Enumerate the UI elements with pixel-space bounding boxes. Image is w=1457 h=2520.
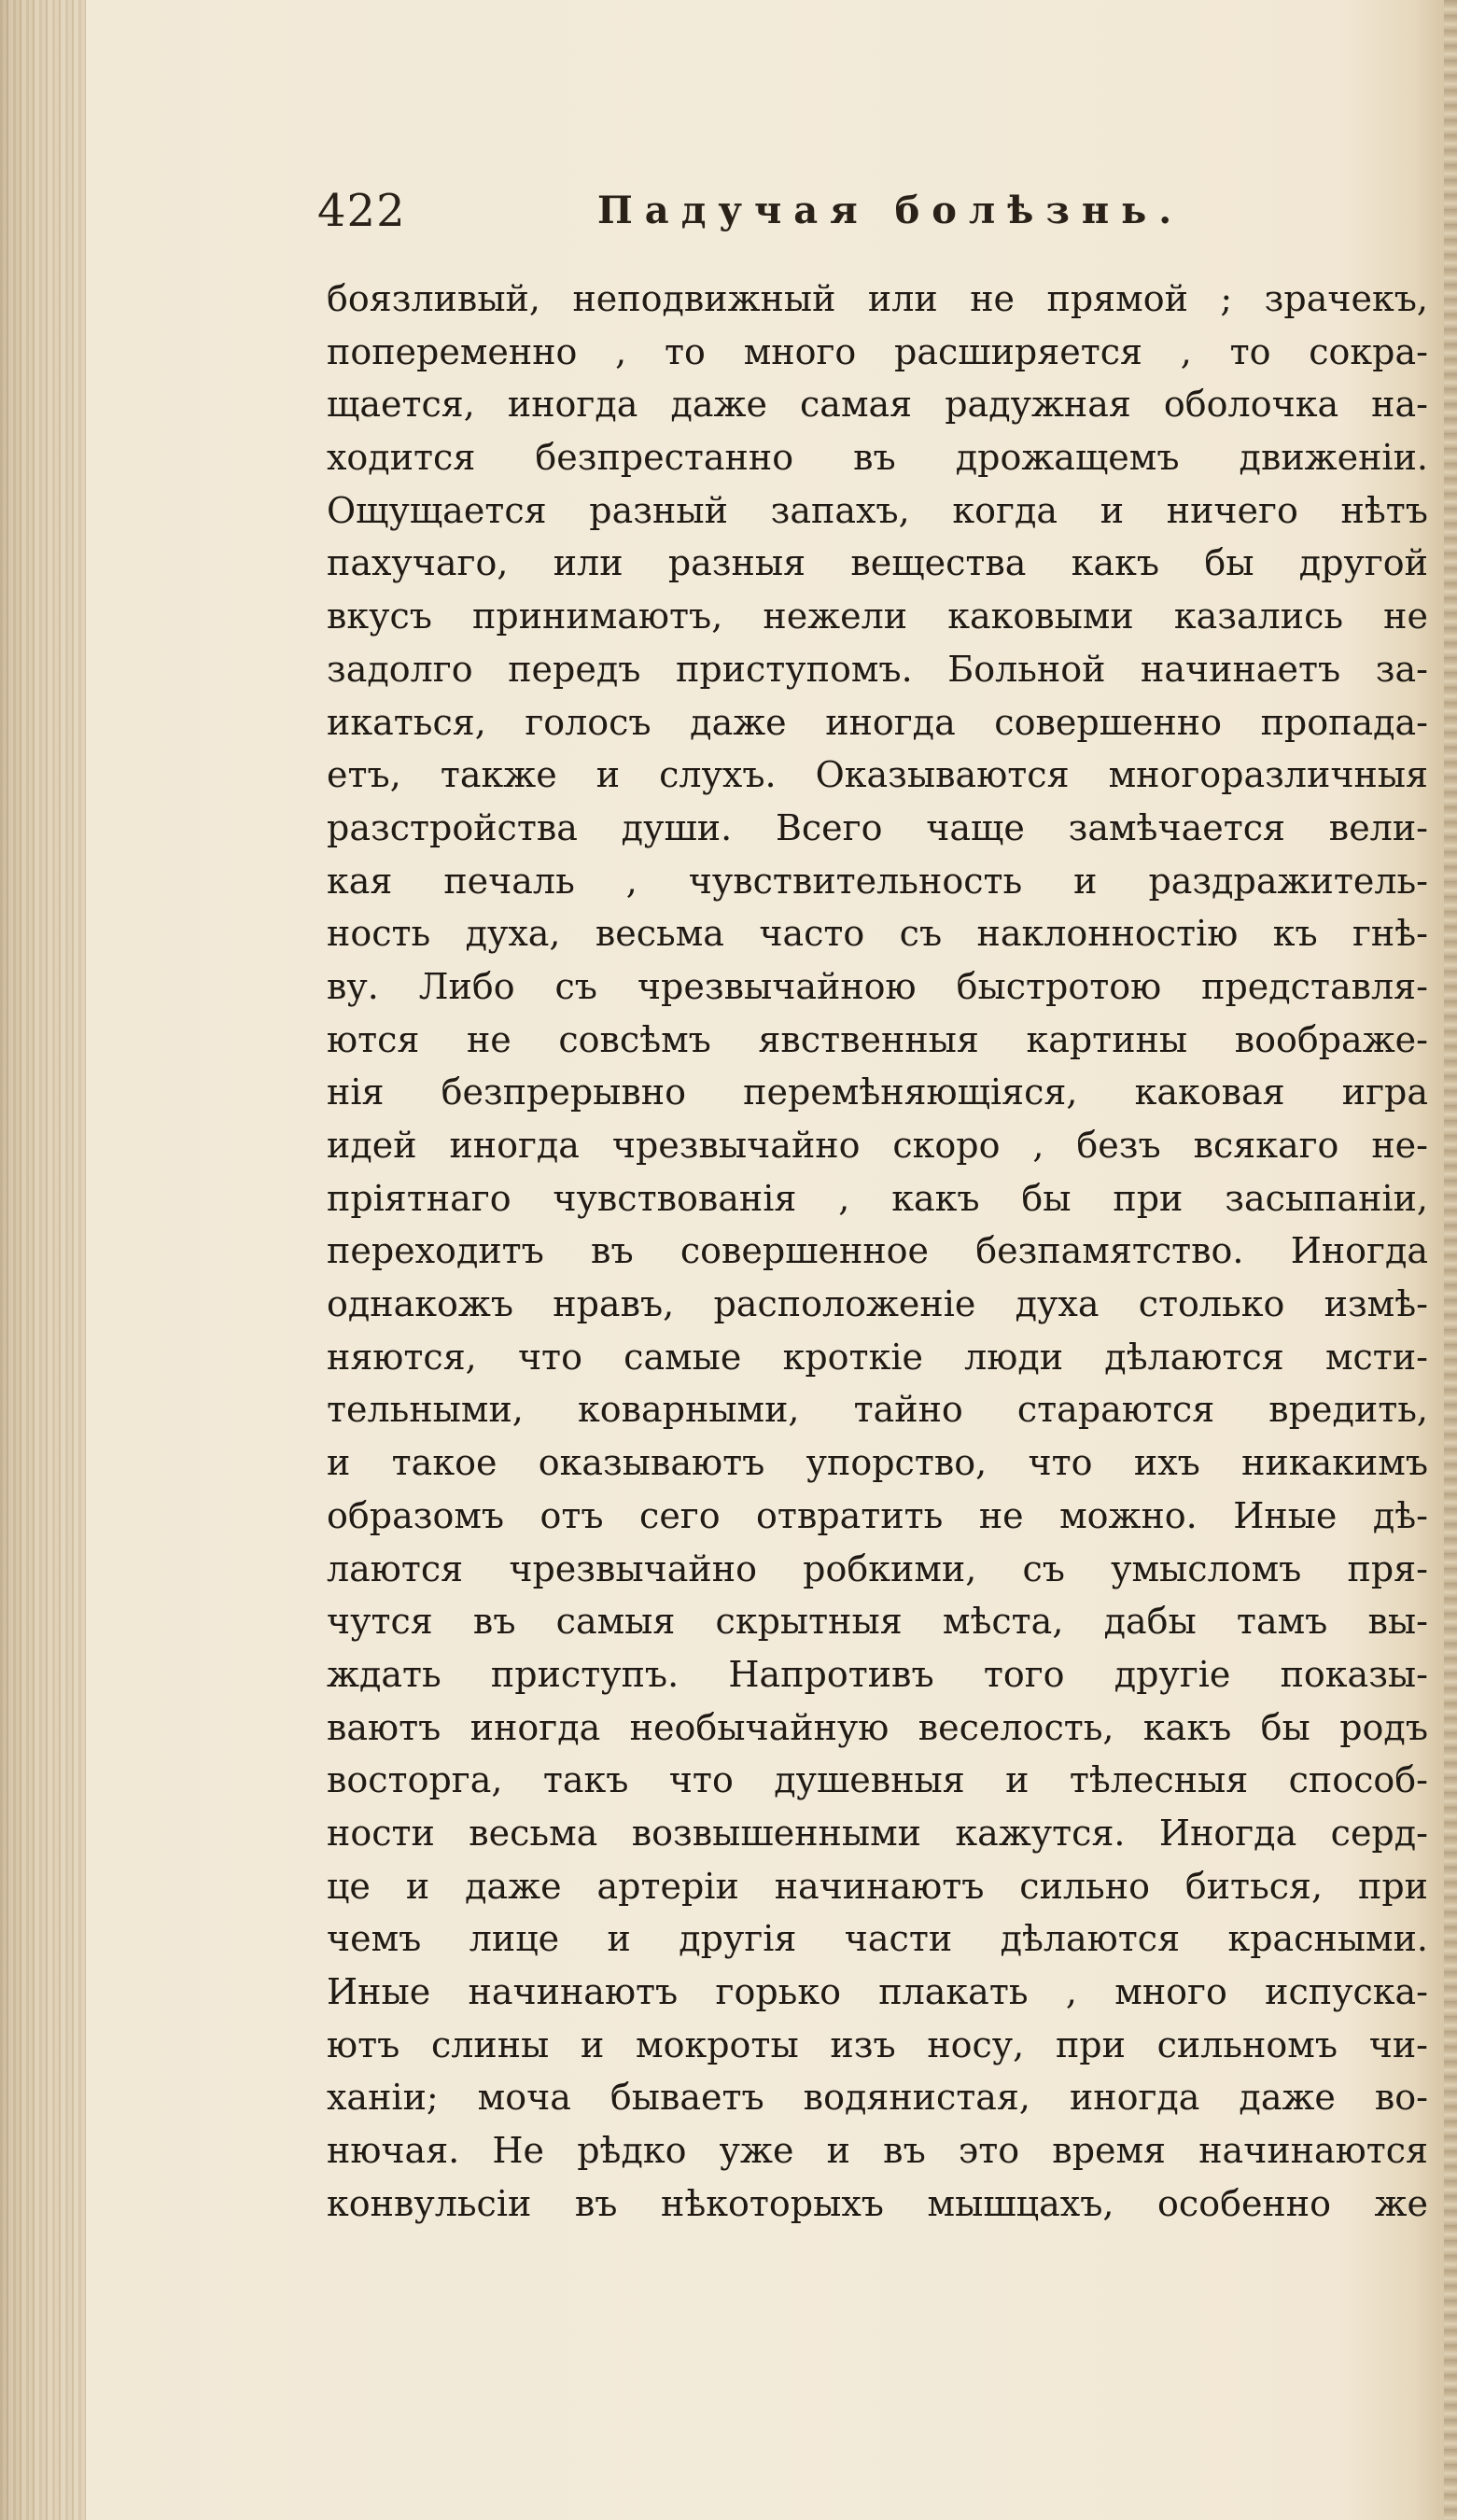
text-line: чемъ лице и другiя части дѣлаются красными. bbox=[327, 1918, 1428, 1960]
text-line: тельными, коварными, тайно стараются вредить, bbox=[327, 1389, 1428, 1431]
text-line: пахучаго, или разныя вещества какъ бы другой bbox=[327, 542, 1428, 584]
page-edge bbox=[1444, 0, 1457, 2520]
text-line: ность духа, весьма часто съ наклонностiю къ гнѣ- bbox=[327, 913, 1428, 955]
text-line: Иные начинаютъ горько плакать , много испуска- bbox=[327, 1971, 1428, 2012]
page-header bbox=[317, 185, 1419, 250]
text-line: щается, иногда даже самая радужная оболочка на- bbox=[327, 384, 1428, 426]
text-line: ности весьма возвышенными кажутся. Иногда серд- bbox=[327, 1812, 1428, 1854]
text-line: лаются чрезвычайно робкими, съ умысломъ пря- bbox=[327, 1547, 1428, 1589]
text-line: ютъ слины и мокроты изъ носу, при сильномъ чи- bbox=[327, 2023, 1428, 2065]
text-line: чутся въ самыя скрытныя мѣста, дабы тамъ вы- bbox=[327, 1601, 1428, 1643]
text-line: нючая. Не рѣдко уже и въ это время начинаются bbox=[327, 2130, 1428, 2172]
text-line: икаться, голосъ даже иногда совершенно пропада- bbox=[327, 701, 1428, 743]
text-line: боязливый, неподвижный или не прямой ; зрачекъ, bbox=[327, 278, 1428, 319]
text-line: Ощущается разный запахъ, когда и ничего нѣтъ bbox=[327, 489, 1428, 531]
text-line: задолго передъ приступомъ. Больной начинаетъ за- bbox=[327, 648, 1428, 690]
text-line: однакожъ нравъ, расположенiе духа столько измѣ- bbox=[327, 1283, 1428, 1325]
page-number: 422 bbox=[317, 185, 406, 237]
text-line: це и даже артерiи начинаютъ сильно биться, при bbox=[327, 1865, 1428, 1907]
text-line: етъ, также и слухъ. Оказываются многоразличныя bbox=[327, 754, 1428, 796]
text-line: разстройства души. Всего чаще замѣчается вели- bbox=[327, 806, 1428, 848]
text-line: ются не совсѣмъ явственныя картины воображе- bbox=[327, 1018, 1428, 1060]
text-line: прiятнаго чувствованiя , какъ бы при засыпанiи, bbox=[327, 1177, 1428, 1219]
text-line: переходитъ въ совершенное безпамятство. Иногда bbox=[327, 1230, 1428, 1272]
text-line: ханiи; моча бываетъ водянистая, иногда даже во- bbox=[327, 2077, 1428, 2119]
text-line: восторга, такъ что душевныя и тѣлесныя способ- bbox=[327, 1759, 1428, 1801]
text-line: образомъ отъ сего отвратить не можно. Иные дѣ- bbox=[327, 1494, 1428, 1536]
text-line: конвульсiи въ нѣкоторыхъ мышцахъ, особенно же bbox=[327, 2182, 1428, 2224]
text-line: нiя безпрерывно перемѣняющiяся, каковая игра bbox=[327, 1071, 1428, 1113]
text-line: ждать приступъ. Напротивъ того другiе показы- bbox=[327, 1653, 1428, 1695]
text-line: ходится безпрестанно въ дрожащемъ движенiи. bbox=[327, 437, 1428, 479]
text-line: ваютъ иногда необычайную веселость, какъ бы родъ bbox=[327, 1706, 1428, 1748]
running-head: Падучая болѣзнь. bbox=[597, 189, 1184, 232]
binding-gutter bbox=[0, 0, 86, 2520]
text-line: попеременно , то много расширяется , то сокра- bbox=[327, 330, 1428, 372]
text-line: идей иногда чрезвычайно скоро , безъ всякаго не- bbox=[327, 1125, 1428, 1166]
text-line: вкусъ принимаютъ, нежели каковыми казались не bbox=[327, 595, 1428, 637]
body-text bbox=[327, 273, 1428, 2230]
text-line: ву. Либо съ чрезвычайною быстротою представля- bbox=[327, 965, 1428, 1007]
text-line: няются, что самые кроткiе люди дѣлаются мсти- bbox=[327, 1336, 1428, 1378]
text-line: кая печаль , чувствительность и раздражитель- bbox=[327, 860, 1428, 902]
text-line: и такое оказываютъ упорство, что ихъ никакимъ bbox=[327, 1442, 1428, 1484]
